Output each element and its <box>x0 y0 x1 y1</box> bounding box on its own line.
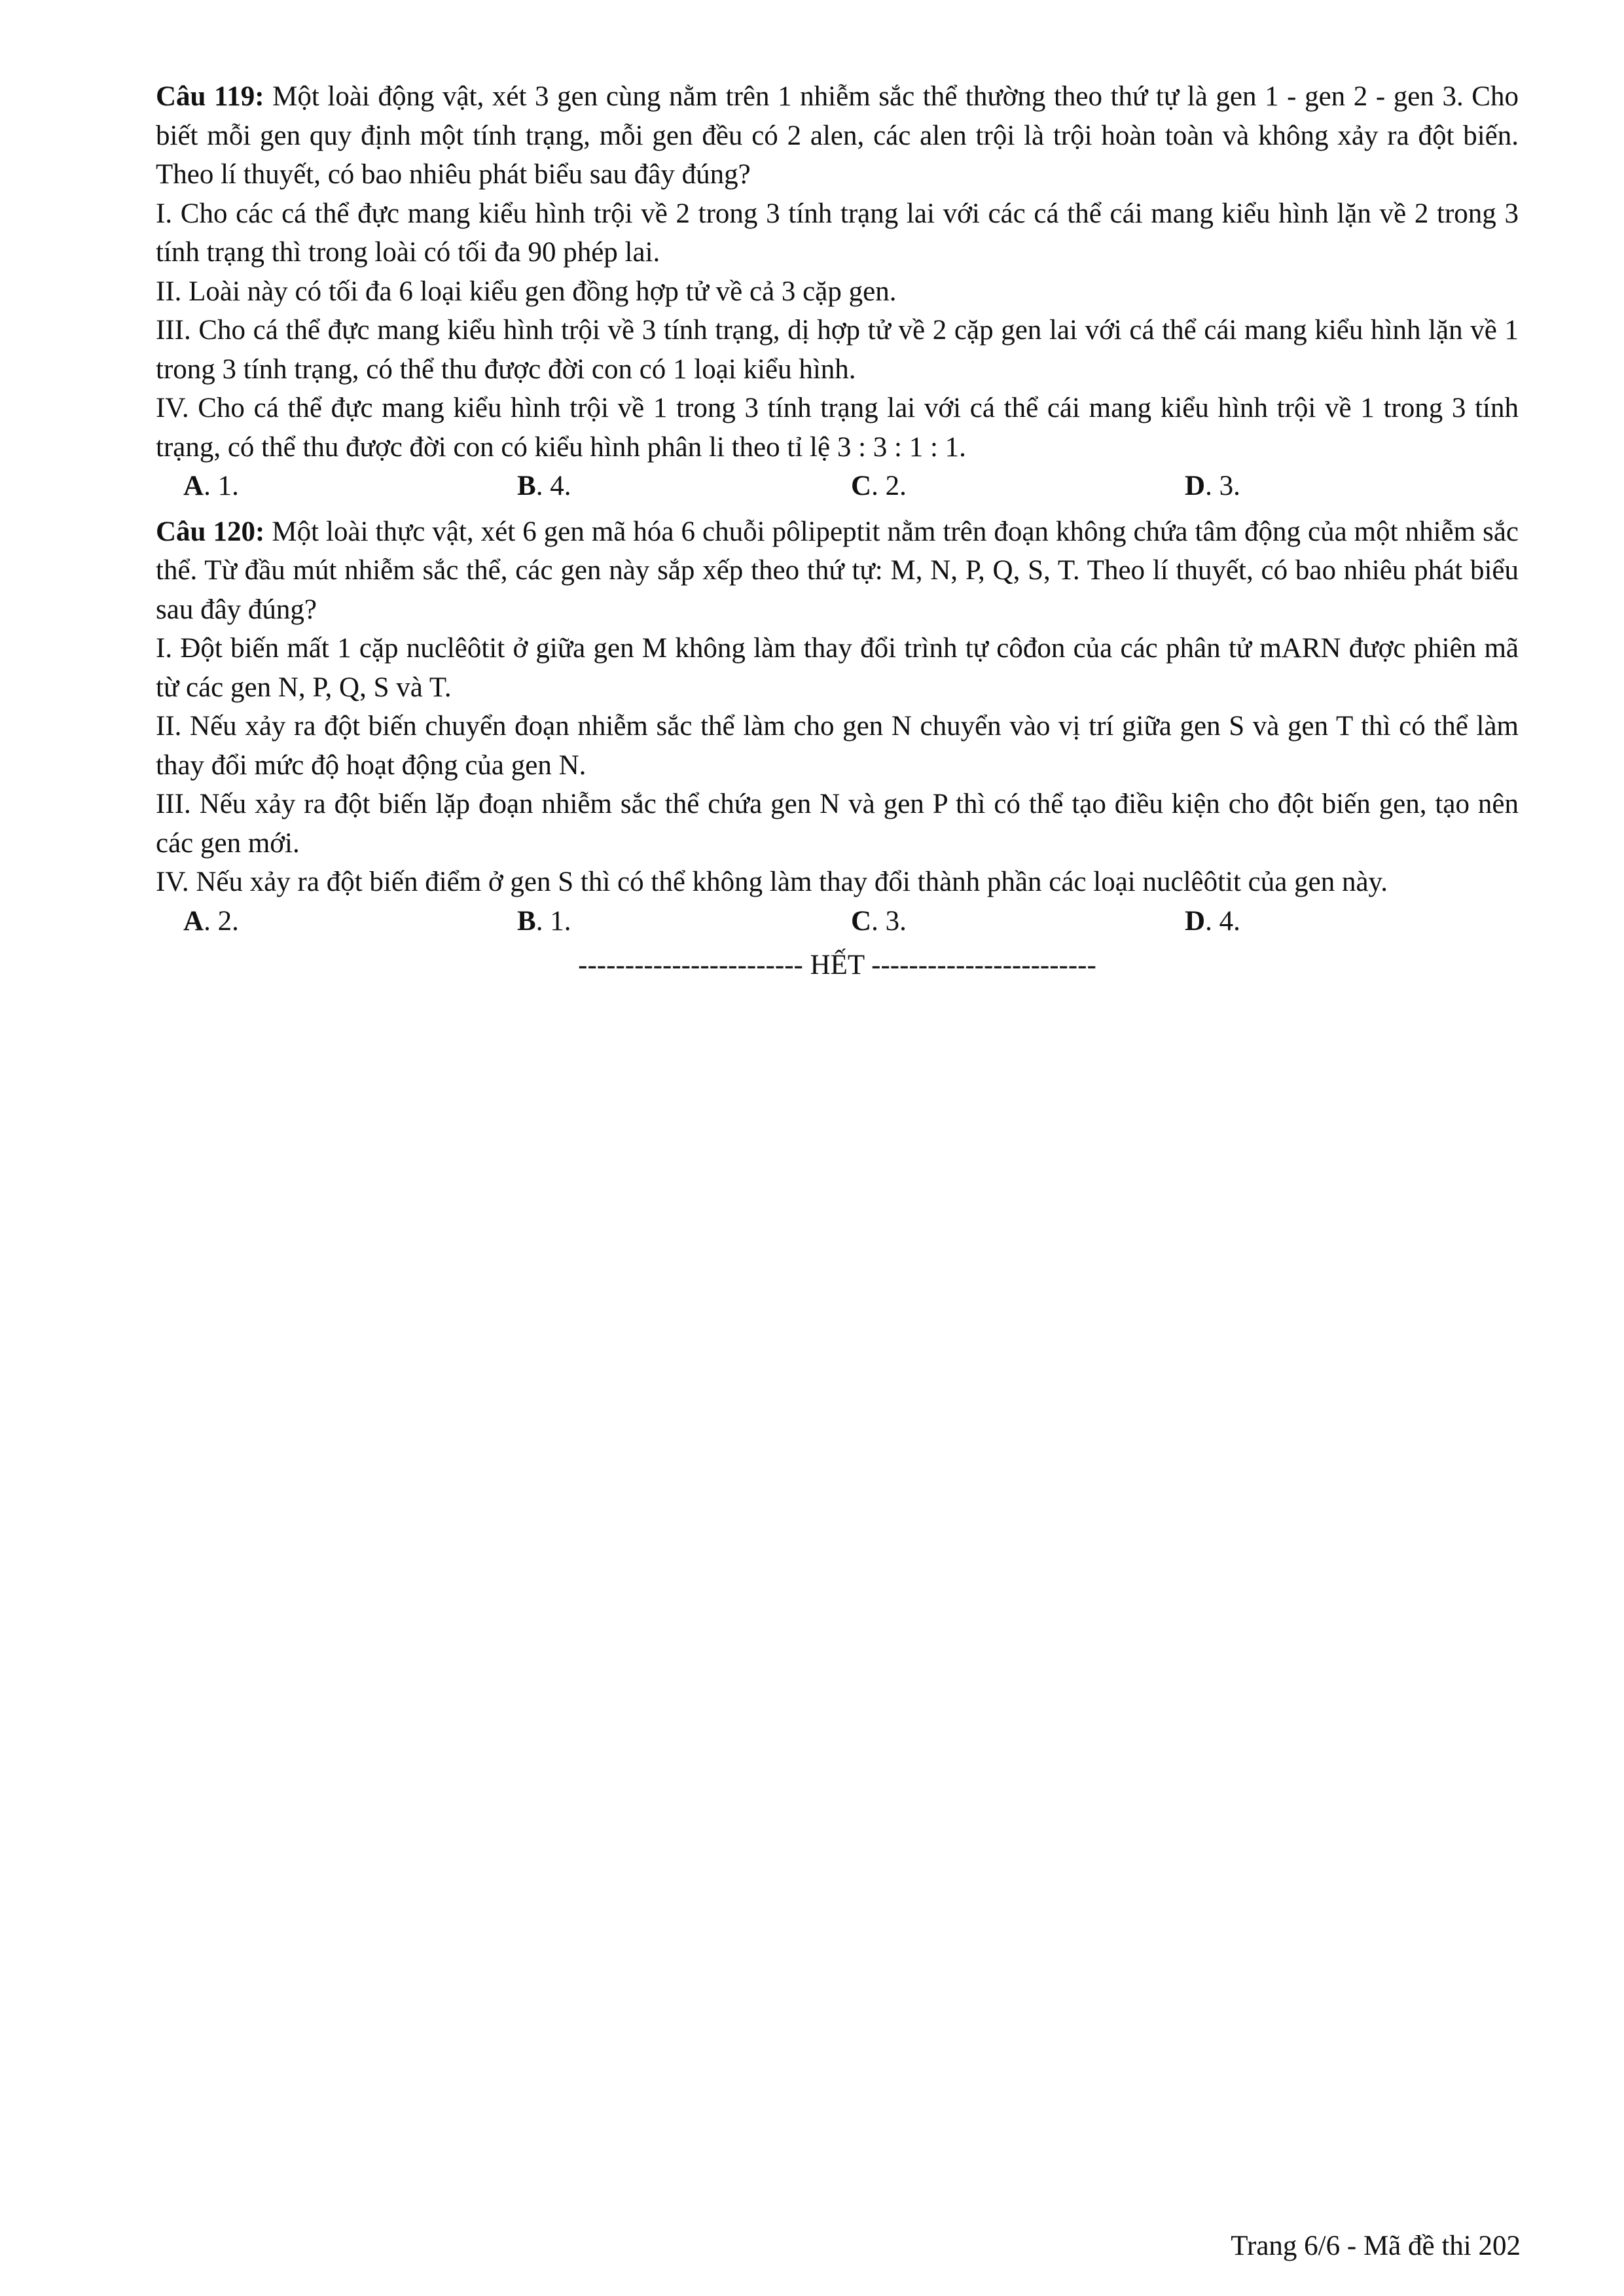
answer-options <box>183 467 1519 506</box>
answer-letter: B <box>517 471 536 501</box>
answer-option-a <box>183 902 517 941</box>
answer-text: . 2. <box>871 471 907 501</box>
answer-option-b <box>517 902 851 941</box>
statement-i: I. Cho các cá thể đực mang kiểu hình trội về 2 trong 3 tính trạng lai với các cá thể cái mang kiểu hình lặn về 2 trong 3 tính trạng thì trong loài có tối đa 90 phép lai. <box>156 198 1519 268</box>
question-stem <box>156 77 1519 194</box>
statement-ii: II. Loài này có tối đa 6 loại kiểu gen đồng hợp tử về cả 3 cặp gen. <box>156 276 897 307</box>
question-number: Câu 119: <box>156 81 264 112</box>
exam-page-content <box>156 77 1519 985</box>
statement-i: I. Đột biến mất 1 cặp nuclêôtit ở giữa gen M không làm thay đổi trình tự côđon của các phân tử mARN được phiên mã từ các gen N, P, Q, S và T. <box>156 633 1519 703</box>
answer-options <box>183 902 1519 941</box>
question-text: Một loài động vật, xét 3 gen cùng nằm trên 1 nhiễm sắc thể thường theo thứ tự là gen 1 - gen 2 - gen 3. Cho biết mỗi gen quy định một tính trạng, mỗi gen đều có 2 alen, các alen trội là trội hoàn toàn và không xảy ra đột biến. Theo lí thuyết, có bao nhiêu phát biểu sau đây đúng? <box>156 81 1519 190</box>
answer-letter: B <box>517 905 536 937</box>
answer-letter: D <box>1185 905 1206 937</box>
answer-text: . 4. <box>535 471 571 501</box>
answer-letter: A <box>183 905 204 937</box>
statement-ii: II. Nếu xảy ra đột biến chuyển đoạn nhiễm sắc thể làm cho gen N chuyển vào vị trí giữa gen S và gen T thì có thể làm thay đổi mức độ hoạt động của gen N. <box>156 711 1519 781</box>
answer-text: . 3. <box>871 905 907 937</box>
answer-letter: A <box>183 471 204 501</box>
statement-iv: IV. Nếu xảy ra đột biến điểm ở gen S thì có thể không làm thay đổi thành phần các loại nuclêôtit của gen này. <box>156 867 1388 897</box>
answer-text: . 2. <box>204 905 239 937</box>
answer-option-d <box>1185 902 1519 941</box>
question-text: Một loài thực vật, xét 6 gen mã hóa 6 chuỗi pôlipeptit nằm trên đoạn không chứa tâm động của một nhiễm sắc thể. Từ đầu mút nhiễm sắc thể, các gen này sắp xếp theo thứ tự: M, N, P, Q, S, T. Theo lí thuyết, có bao nhiêu phát biểu sau đây đúng? <box>156 516 1519 625</box>
answer-letter: D <box>1185 471 1206 501</box>
answer-option-b <box>517 467 851 506</box>
statement-iv: IV. Cho cá thể đực mang kiểu hình trội về 1 trong 3 tính trạng lai với cá thể cái mang kiểu hình trội về 1 trong 3 tính trạng, có thể thu được đời con có kiểu hình phân li theo tỉ lệ 3 : 3 : 1 : 1. <box>156 393 1519 463</box>
answer-text: . 1. <box>535 905 571 937</box>
answer-option-c <box>851 467 1185 506</box>
question-stem <box>156 512 1519 630</box>
question-119 <box>156 77 1519 506</box>
answer-letter: C <box>851 905 872 937</box>
statement-iii: III. Nếu xảy ra đột biến lặp đoạn nhiễm sắc thể chứa gen N và gen P thì có thể tạo điều kiện cho đột biến gen, tạo nên các gen mới. <box>156 789 1519 859</box>
answer-option-a <box>183 467 517 506</box>
answer-text: . 4. <box>1205 905 1240 937</box>
page-footer: Trang 6/6 - Mã đề thi 202 <box>1231 2231 1521 2261</box>
answer-option-c <box>851 902 1185 941</box>
answer-option-d <box>1185 467 1519 506</box>
statement-iii: III. Cho cá thể đực mang kiểu hình trội về 3 tính trạng, dị hợp tử về 2 cặp gen lai với cá thể cái mang kiểu hình lặn về 1 trong 3 tính trạng, có thể thu được đời con có 1 loại kiểu hình. <box>156 315 1519 385</box>
question-number: Câu 120: <box>156 516 265 547</box>
end-marker: ------------------------ HẾT ------------------------ <box>578 950 1096 980</box>
answer-text: . 3. <box>1205 471 1240 501</box>
question-120 <box>156 512 1519 941</box>
answer-letter: C <box>851 471 872 501</box>
answer-text: . 1. <box>204 471 239 501</box>
